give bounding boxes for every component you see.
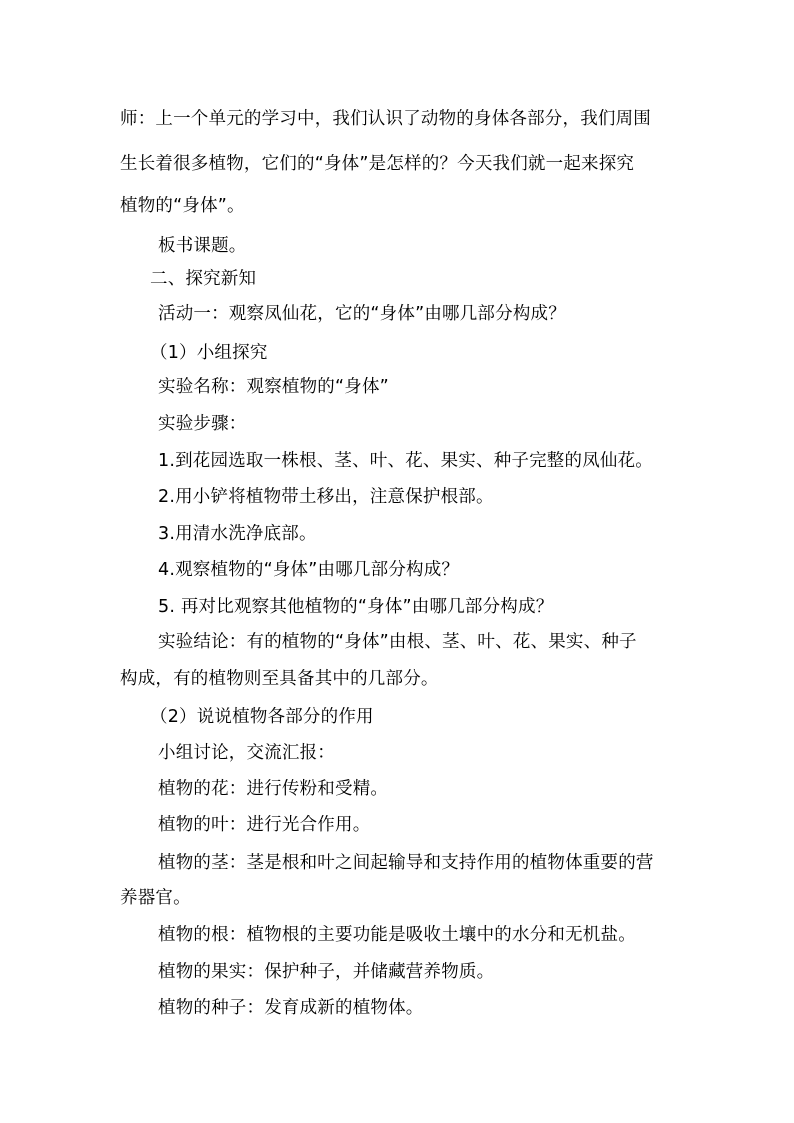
part-stem-line-2: 养器官。: [120, 888, 191, 908]
conclusion-line-2: 构成，有的植物则至具备其中的几部分。: [120, 669, 439, 689]
step-1: 1.到花园选取一株根、茎、叶、花、果实、种子完整的凤仙花。: [158, 451, 653, 471]
part-flower: 植物的花：进行传粉和受精。: [158, 779, 389, 799]
part-fruit: 植物的果实：保护种子，并储藏营养物质。: [158, 962, 495, 982]
steps-label: 实验步骤：: [158, 414, 247, 434]
intro-line-2: 生长着很多植物，它们的“身体”是怎样的？今天我们就一起来探究: [120, 154, 635, 174]
step-5: 5. 再对比观察其他植物的“身体”由哪几部分构成？: [158, 597, 554, 617]
part-leaf: 植物的叶：进行光合作用。: [158, 815, 371, 835]
board-title: 板书课题。: [158, 236, 247, 256]
part-stem-line-1: 植物的茎：茎是根和叶之间起输导和支持作用的植物体重要的营: [158, 853, 654, 873]
sub2-heading: （2）说说植物各部分的作用: [150, 707, 374, 727]
step-2: 2.用小铲将植物带土移出，注意保护根部。: [158, 487, 494, 507]
sub1-heading: （1）小组探究: [150, 343, 268, 363]
conclusion-line-1: 实验结论：有的植物的“身体”由根、茎、叶、花、果实、种子: [158, 632, 637, 652]
activity-title: 活动一：观察凤仙花，它的“身体”由哪几部分构成？: [158, 304, 566, 324]
step-4: 4.观察植物的“身体”由哪几部分构成？: [158, 560, 460, 580]
part-seed: 植物的种子：发育成新的植物体。: [158, 998, 424, 1018]
part-root: 植物的根：植物根的主要功能是吸收土壤中的水分和无机盐。: [158, 925, 636, 945]
experiment-name: 实验名称：观察植物的“身体”: [158, 377, 389, 397]
section-heading: 二、探究新知: [150, 269, 257, 289]
intro-line-3: 植物的“身体”。: [120, 196, 245, 216]
discussion: 小组讨论，交流汇报：: [158, 743, 335, 763]
intro-line-1: 师：上一个单元的学习中，我们认识了动物的身体各部分，我们周围: [120, 109, 651, 129]
step-3: 3.用清水洗净底部。: [158, 524, 317, 544]
